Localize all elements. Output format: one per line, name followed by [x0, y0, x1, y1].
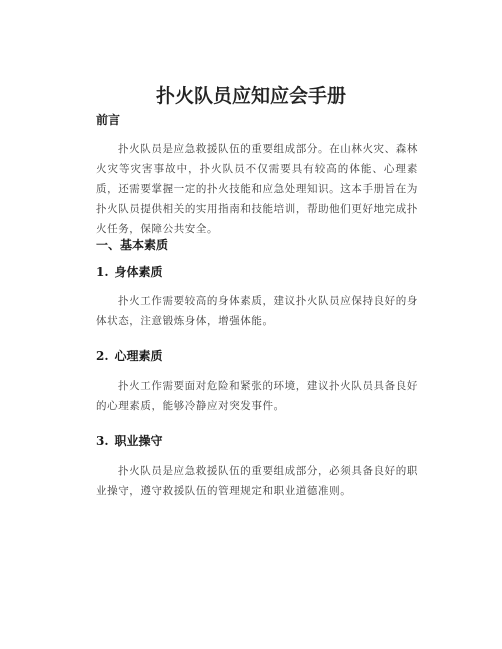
subsection-heading-physical: [96, 264, 163, 280]
document-title: 扑火队员应知应会手册: [155, 85, 346, 107]
paragraph-psychological: 扑火工作需要面对危险和紧张的环境，建议扑火队员具备良好的心理素质，能够冷静应对突发事件。: [96, 380, 418, 412]
subsection-title: 职业操守: [114, 434, 163, 448]
paragraph-professional-ethics: 扑火队员是应急救援队伍的重要组成部分，必须具备良好的职业操守，遵守救援队伍的管理规定和职业道德准则。: [96, 465, 418, 497]
section-heading-basic-qualities: 一、基本素质: [96, 238, 169, 252]
subsection-heading-psychological: [96, 348, 163, 364]
paragraph-preface: 扑火队员是应急救援队伍的重要组成部分。在山林火灾、森林火灾等灾害事故中，扑火队员不仅需要具有较高的体能、心理素质，还需要掌握一定的扑火技能和应急处理知识。这本手册旨在为扑火队员提供相关的实用指南和技能培训，帮助他们更好地完成扑火任务，保障公共安全。: [96, 143, 418, 235]
subsection-title: 身体素质: [114, 265, 163, 279]
subsection-number: 3.: [96, 434, 109, 448]
subsection-number: 2.: [96, 349, 109, 363]
paragraph-physical: 扑火工作需要较高的身体素质，建议扑火队员应保持良好的身体状态，注意锻炼身体，增强体能。: [96, 295, 418, 327]
subsection-heading-professional-ethics: [96, 433, 163, 449]
subsection-number: 1.: [96, 265, 109, 279]
subsection-title: 心理素质: [114, 349, 163, 363]
section-heading-preface: 前言: [96, 113, 121, 127]
